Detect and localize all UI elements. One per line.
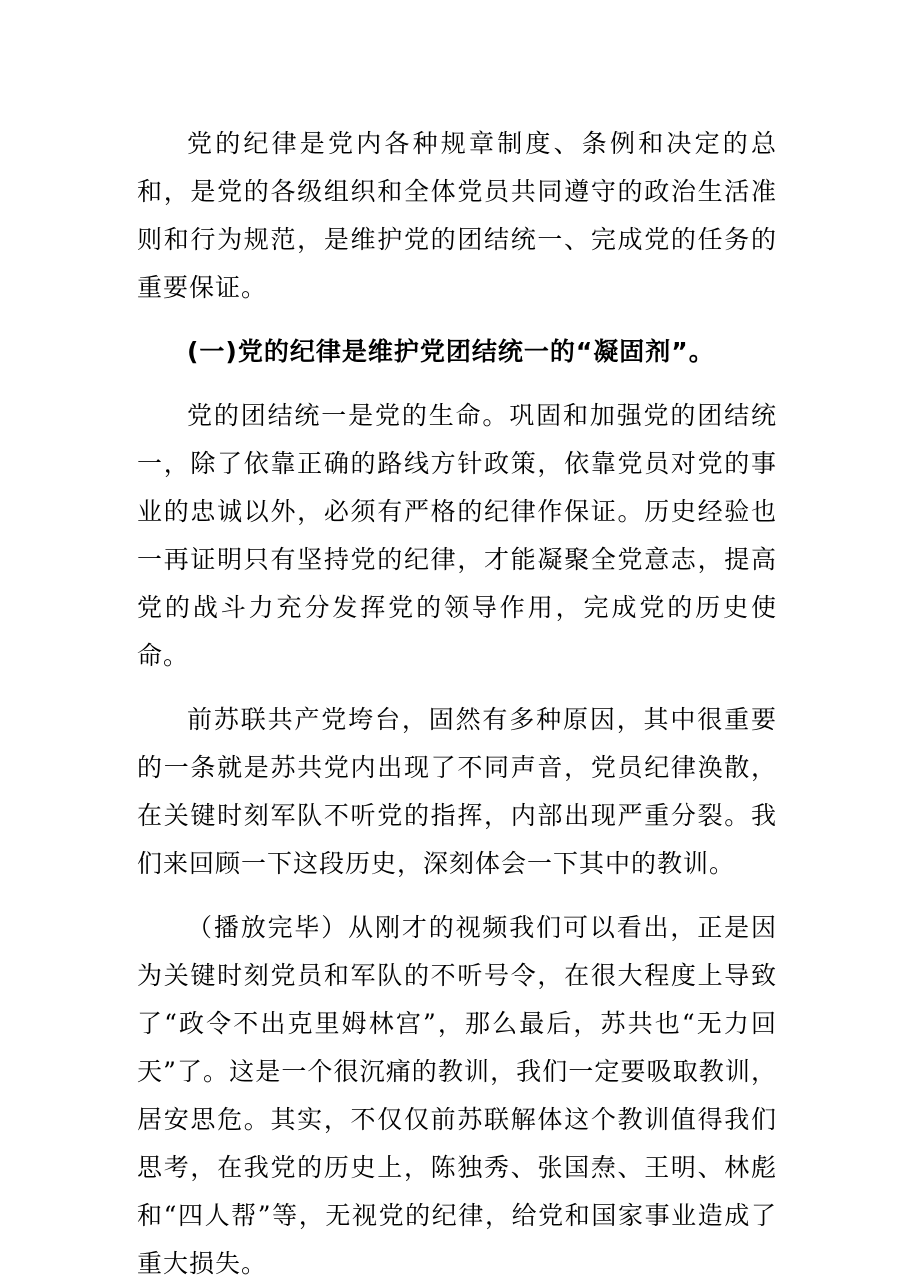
paragraph-soviet: 前苏联共产党垮台，固然有多种原因，其中很重要的一条就是苏共党内出现了不同声音，党员纪律涣散，在关键时刻军队不听党的指挥，内部出现严重分裂。我们来回顾一下这段历史，深刻体会一下其中的教训。 (137, 705, 777, 878)
paragraph-unity: 党的团结统一是党的生命。巩固和加强党的团结统一，除了依靠正确的路线方针政策，依靠党员对党的事业的忠诚以外，必须有严格的纪律作保证。历史经验也一再证明只有坚持党的纪律，才能凝聚全党意志，提高党的战斗力充分发挥党的领导作用，完成党的历史使命。 (137, 401, 777, 670)
document-body (137, 120, 777, 1288)
paragraph-spacer (137, 376, 777, 392)
paragraph-spacer (137, 680, 777, 696)
section-heading-1: (一)党的纪律是维护党团结统一的“凝固剂”。 (187, 337, 715, 366)
paragraph-spacer (137, 312, 777, 328)
paragraph-spacer (137, 888, 777, 904)
paragraph-intro: 党的纪律是党内各种规章制度、条例和决定的总和，是党的各级组织和全体党员共同遵守的政治生活准则和行为规范，是维护党的团结统一、完成党的任务的重要保证。 (137, 129, 777, 302)
paragraph-video: （播放完毕）从刚才的视频我们可以看出，正是因为关键时刻党员和军队的不听号令，在很大程度上导致了“政令不出克里姆林宫”，那么最后，苏共也“无力回天”了。这是一个很沉痛的教训，我们一定要吸取教训，居安思危。其实，不仅仅前苏联解体这个教训值得我们思考，在我党的历史上，陈独秀、张国焘、王明、林彪和“四人帮”等，无视党的纪律，给党和国家事业造成了重大损失。 (137, 913, 777, 1278)
